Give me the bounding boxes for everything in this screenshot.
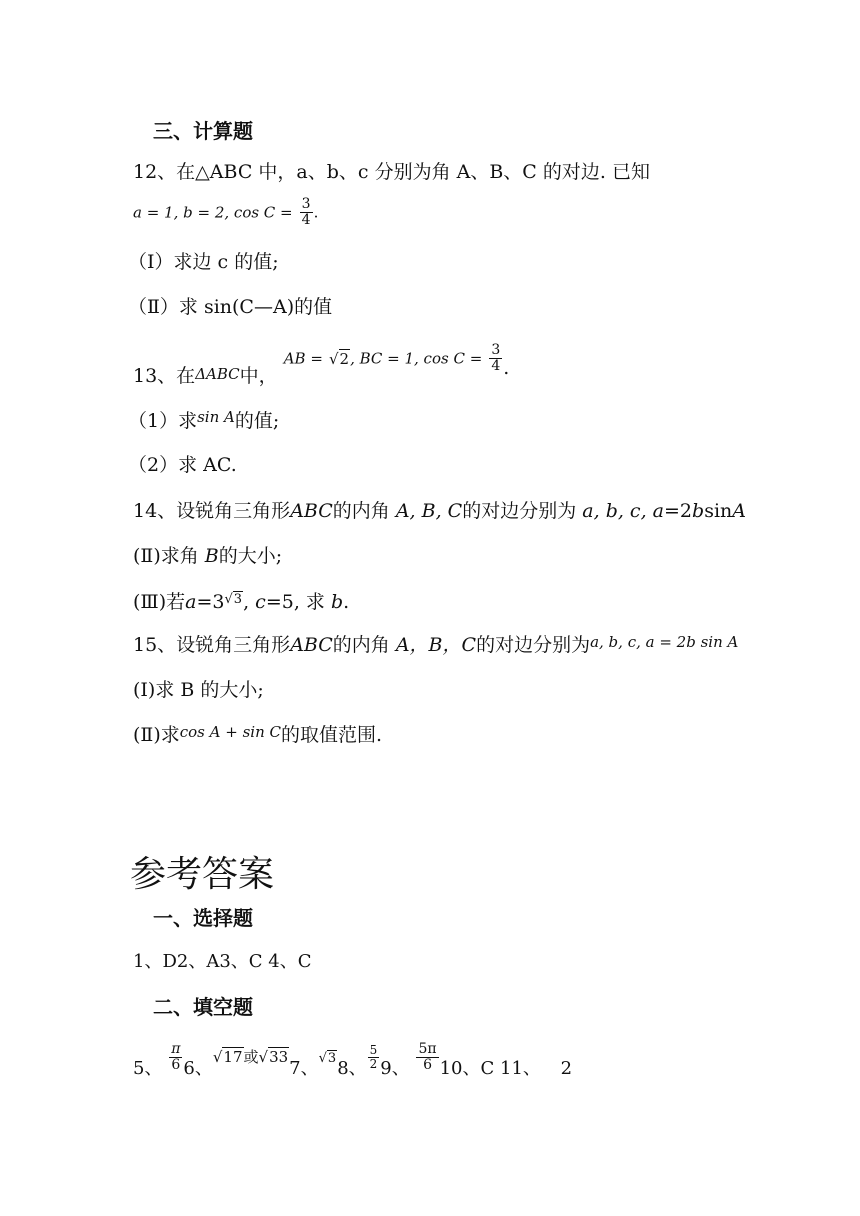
q15-angles: A，B，C	[395, 634, 477, 656]
answer-10-11-label: 10、C 11、	[439, 1058, 541, 1079]
q15-stem-mid2: 的对边分别为	[476, 634, 591, 656]
q14-part3-a: a	[185, 591, 197, 613]
q13-part2: （2）求 AC.	[128, 454, 237, 476]
answer-8-den: 2	[369, 1056, 378, 1071]
q14-part3-eq: =3	[196, 591, 225, 613]
q14-eq-A: A	[732, 500, 746, 522]
q13-part1-expr: sin A	[197, 408, 235, 426]
q14-part3-end: .	[343, 591, 350, 613]
q14-angles: A, B, C	[395, 500, 463, 522]
answer-11-value: 2	[560, 1058, 573, 1079]
answer-6-sqrt-b: √33	[258, 1048, 289, 1066]
answer-9-num: 5π	[418, 1040, 437, 1057]
answer-8-label: 8、	[337, 1058, 367, 1079]
q15-part2	[133, 722, 382, 749]
q14-eq-two: =2	[664, 500, 693, 522]
q14-part2-suffix: 的大小;	[218, 545, 283, 567]
answer-6-or: 或	[243, 1048, 259, 1066]
q15-label: 15、设锐角三角形	[133, 634, 291, 656]
q12-part1: （Ⅰ）求边 c 的值;	[128, 251, 279, 273]
q13-fraction	[489, 343, 502, 374]
q15-stem	[133, 632, 738, 659]
q12-fraction-num: 3	[301, 196, 311, 212]
answer-8-fraction	[368, 1044, 380, 1071]
q15-abc: ABC	[290, 634, 333, 656]
answer-9-den: 6	[423, 1056, 432, 1073]
q14-part2-B: B	[204, 545, 219, 567]
q13-fraction-den: 4	[491, 358, 501, 374]
q14-stem	[133, 498, 746, 524]
q14-eq-b: b	[692, 500, 705, 522]
choice-answers: 1、D2、A3、C 4、C	[133, 951, 312, 972]
q13-triangle: ΔABC	[195, 364, 240, 383]
q13-condition-rest: , BC = 1, cos C =	[350, 349, 483, 368]
answer-6-sqrt-b-value: 33	[269, 1048, 289, 1066]
answer-6-label: 6、	[183, 1058, 213, 1079]
section-heading-calculation: 三、计算题	[153, 119, 253, 143]
q12-condition	[133, 197, 318, 228]
q14-part2	[133, 543, 282, 569]
answer-5-den: 6	[171, 1056, 181, 1073]
q14-part3	[133, 589, 349, 618]
q13-part1	[128, 408, 279, 435]
q12-condition-expr: a = 1, b = 2, cos C =	[133, 203, 293, 222]
answers-title: 参考答案	[130, 854, 275, 895]
q12-stem: 12、在△ABC 中，a、b、c 分别为角 A、B、C 的对边. 已知	[133, 161, 650, 183]
q15-part2-expr: cos A + sin C	[179, 723, 281, 741]
q15-stem-mid: 的内角	[332, 634, 390, 656]
section-heading-fill: 二、填空题	[153, 995, 253, 1019]
section-heading-choice: 一、选择题	[153, 906, 253, 930]
q13-stem	[133, 342, 510, 387]
q14-label: 14、设锐角三角形	[133, 500, 291, 522]
q14-eq-sin: sin	[704, 500, 733, 522]
q14-sides: a, b, c,	[582, 500, 647, 522]
answer-6-sqrt-a: √17	[212, 1048, 243, 1066]
q15-part2-suffix: 的取值范围.	[281, 724, 383, 746]
q14-eq-a: a	[652, 500, 664, 522]
answer-9-label: 9、	[380, 1058, 410, 1079]
q13-label: 13、在	[133, 364, 196, 387]
fill-answers	[133, 1040, 572, 1100]
q13-part1-suffix: 的值;	[234, 410, 280, 432]
q14-part3-sqrt-value: 3	[233, 592, 243, 607]
q13-sqrt-value: 2	[339, 349, 350, 368]
answer-6-sqrt-a-value: 17	[223, 1048, 243, 1066]
answer-7-sqrt-value: 3	[327, 1051, 337, 1066]
q14-part3-label: (Ⅲ)若	[133, 591, 186, 613]
q12-condition-period: .	[313, 203, 319, 222]
answer-5-label: 5、	[133, 1058, 163, 1079]
q14-stem-mid2: 的对边分别为	[462, 500, 577, 522]
answer-7-sqrt: √3	[318, 1051, 337, 1066]
answer-5-fraction	[169, 1042, 182, 1073]
q13-fraction-num: 3	[491, 342, 501, 358]
answer-8-num: 5	[369, 1042, 378, 1057]
q13-part1-label: （1）求	[128, 410, 198, 432]
answer-7-label: 7、	[289, 1058, 319, 1079]
q13-condition-ab: AB =	[283, 349, 323, 368]
q15-part2-label: (Ⅱ)求	[133, 724, 180, 746]
q15-condition: a, b, c, a = 2b sin A	[590, 633, 739, 651]
q13-period: .	[503, 356, 510, 379]
q14-part3-c-eq: =5, 求	[265, 591, 325, 613]
answer-5-num: π	[171, 1040, 181, 1057]
q12-fraction-den: 4	[301, 212, 311, 228]
answer-9-fraction	[416, 1042, 438, 1073]
q13-sqrt: √2	[328, 349, 350, 368]
q14-stem-mid: 的内角	[332, 500, 390, 522]
q14-abc: ABC	[290, 500, 333, 522]
q12-part2: （Ⅱ）求 sin(C—A)的值	[128, 296, 333, 318]
q14-part3-c: c	[255, 591, 266, 613]
q15-part1: (Ⅰ)求 B 的大小;	[133, 679, 264, 701]
q14-part3-sqrt: √3	[224, 592, 243, 607]
q14-part2-label: (Ⅱ)求角	[133, 545, 199, 567]
q12-fraction	[300, 197, 313, 228]
q14-part3-comma: ,	[243, 591, 250, 613]
q14-part3-b: b	[330, 591, 344, 613]
q13-stem-mid: 中，	[239, 364, 278, 387]
